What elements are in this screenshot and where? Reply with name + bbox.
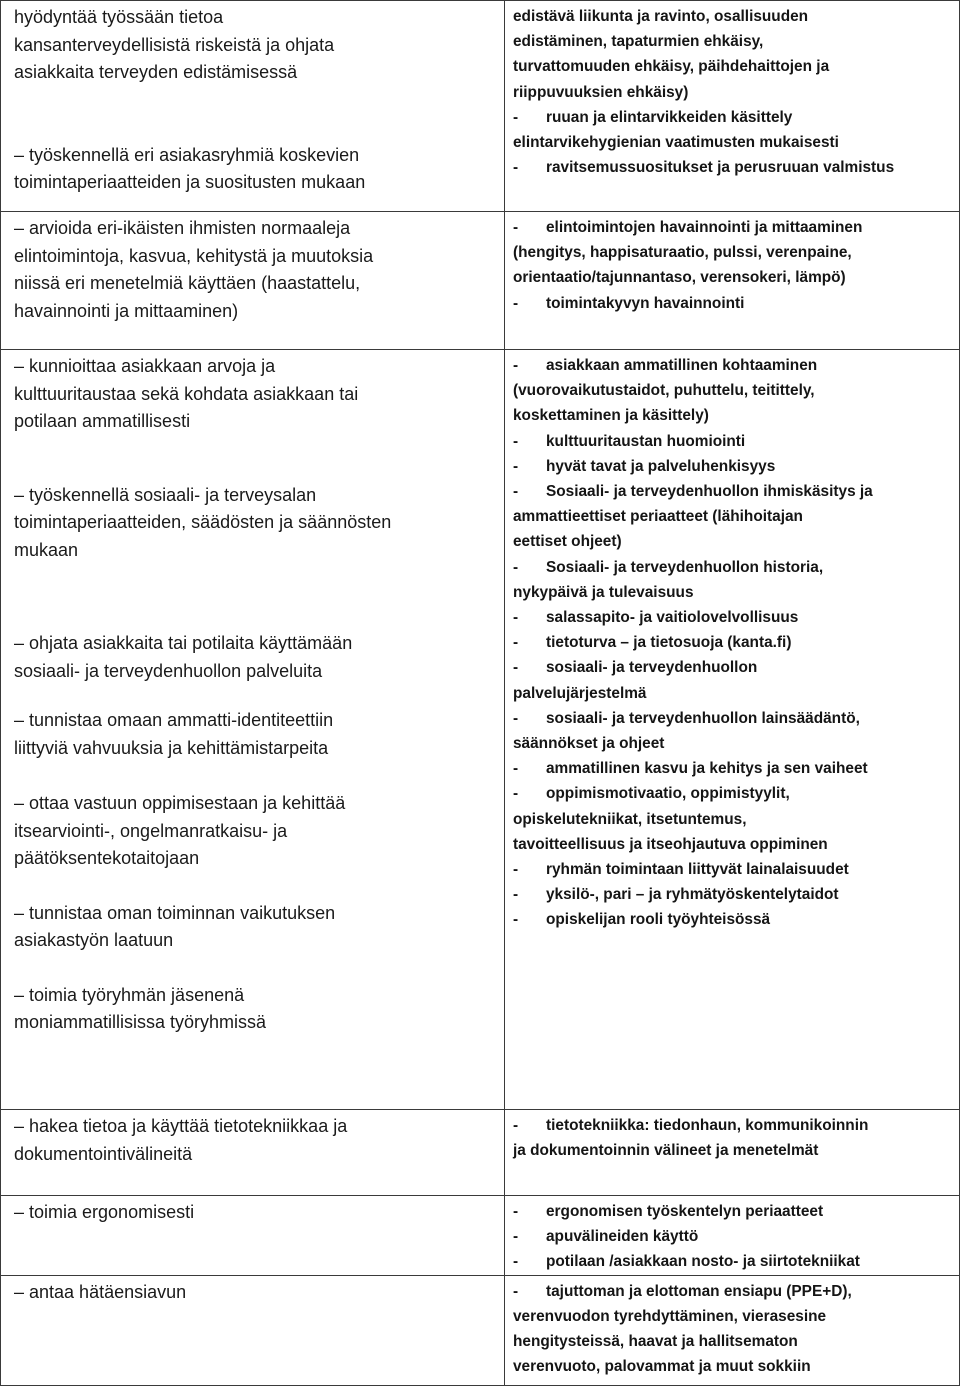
- bullet-item: - hyvät tavat ja palveluhenkisyys: [513, 457, 776, 475]
- right-line: orientaatio/tajunnantaso, verensokeri, lämpö): [513, 269, 846, 287]
- left-line: – ohjata asiakkaita tai potilaita käyttämään: [14, 633, 353, 653]
- right-line: hengitysteissä, haavat ja hallitsematon: [513, 1333, 798, 1351]
- left-line: – ottaa vastuun oppimisestaan ja kehittää: [14, 793, 346, 813]
- spacer: [14, 87, 498, 142]
- bullet-item: - ravitsemussuositukset ja perusruuan valmistus: [513, 159, 895, 177]
- left-line: – toimia ergonomisesti: [14, 1202, 195, 1222]
- bullet-item: - oppimismotivaatio, oppimistyylit,: [513, 785, 790, 803]
- right-line: (hengitys, happisaturaatio, pulssi, verenpaine,: [513, 244, 852, 262]
- right-line: turvattomuuden ehkäisy, päihdehaittojen ja: [513, 58, 830, 76]
- bullet-item: - salassapito- ja vaitiolovelvollisuus: [513, 609, 799, 627]
- bullet-item: - ryhmän toimintaan liittyvät lainalaisuudet: [513, 861, 849, 879]
- bullet-item: - Sosiaali- ja terveydenhuollon ihmiskäsitys ja: [513, 483, 873, 501]
- bullet-item: - tietoturva – ja tietosuoja (kanta.fi): [513, 634, 792, 652]
- spacer: [14, 955, 498, 982]
- right-line: eettiset ohjeet): [513, 533, 622, 551]
- right-line: nykypäivä ja tulevaisuus: [513, 583, 694, 601]
- left-line: elintoimintoja, kasvua, kehitystä ja muutoksia: [14, 245, 374, 266]
- right-line: edistäminen, tapaturmien ehkäisy,: [513, 33, 764, 51]
- bullet-item: - tajuttoman ja elottoman ensiapu (PPE+D),: [513, 1282, 852, 1300]
- left-line: dokumentointivälineitä: [14, 1143, 193, 1164]
- left-line: toimintaperiaatteiden ja suositusten mukaan: [14, 172, 366, 192]
- bullet-item: - opiskelijan rooli työyhteisössä: [513, 911, 771, 929]
- table-row: [1, 1196, 960, 1276]
- left-line: kulttuuritaustaa sekä kohdata asiakkaan tai: [14, 383, 359, 404]
- right-line: palvelujärjestelmä: [513, 684, 647, 702]
- right-cell: [505, 350, 960, 1110]
- right-line: tavoitteellisuus ja itseohjautuva oppiminen: [513, 835, 828, 853]
- left-line: – tunnistaa oman toiminnan vaikutuksen: [14, 902, 336, 923]
- bullet-item: - ergonomisen työskentelyn periaatteet: [513, 1203, 824, 1220]
- bullet-item: - sosiaali- ja terveydenhuollon: [513, 659, 758, 677]
- bullet-item: - toimintakyvyn havainnointi: [513, 294, 745, 312]
- table-row: [1, 1275, 960, 1385]
- left-line: potilaan ammatillisesti: [14, 411, 191, 431]
- spacer: [14, 762, 498, 790]
- left-line: itsearviointi-, ongelmanratkaisu- ja: [14, 820, 288, 841]
- left-line: – työskennellä sosiaali- ja terveysalan: [14, 484, 317, 505]
- left-line: asiakastyön laatuun: [14, 930, 174, 950]
- table-row: [1, 212, 960, 350]
- right-line: riippuvuuksien ehkäisy): [513, 83, 689, 101]
- bullet-item: - elintoimintojen havainnointi ja mittaaminen: [513, 219, 863, 236]
- left-line: niissä eri menetelmiä käyttäen (haastattelu,: [14, 273, 361, 293]
- bullet-item: - asiakkaan ammatillinen kohtaaminen: [513, 357, 818, 374]
- table-row: [1, 350, 960, 1110]
- right-line: opiskelutekniikat, itsetuntemus,: [513, 810, 747, 828]
- left-cell: [1, 350, 505, 1110]
- bullet-item: - Sosiaali- ja terveydenhuollon historia,: [513, 558, 824, 576]
- right-line: (vuorovaikutustaidot, puhuttelu, teitittely,: [513, 382, 815, 400]
- left-cell: [1, 1110, 505, 1196]
- left-line: hyödyntää työssään tietoa: [14, 7, 224, 27]
- right-line: elintarvikehygienian vaatimusten mukaisesti: [513, 134, 839, 152]
- right-cell: [505, 1110, 960, 1196]
- right-cell: [505, 212, 960, 350]
- right-line: edistävä liikunta ja ravinto, osallisuuden: [513, 8, 809, 25]
- right-line: koskettaminen ja käsittely): [513, 407, 709, 425]
- left-line: – arvioida eri-ikäisten ihmisten normaaleja: [14, 218, 351, 238]
- left-line: sosiaali- ja terveydenhuollon palveluita: [14, 660, 323, 681]
- left-line: liittyviä vahvuuksia ja kehittämistarpeita: [14, 737, 329, 758]
- left-line: kansanterveydellisistä riskeistä ja ohjata: [14, 34, 335, 55]
- left-line: mukaan: [14, 539, 79, 560]
- right-cell: [505, 1196, 960, 1276]
- left-line: – toimia työryhmän jäsenenä: [14, 984, 245, 1005]
- left-cell: [1, 212, 505, 350]
- spacer: [14, 685, 498, 707]
- right-line: verenvuodon tyrehdyttäminen, vierasesine: [513, 1307, 827, 1325]
- left-line: päätöksentekotaitojaan: [14, 848, 200, 868]
- table-row: [1, 1, 960, 212]
- left-line: – tunnistaa omaan ammatti-identiteettiin: [14, 710, 334, 730]
- right-cell: [505, 1275, 960, 1385]
- left-line: havainnointi ja mittaaminen): [14, 300, 239, 321]
- left-line: – työskennellä eri asiakasryhmiä koskevien: [14, 144, 360, 165]
- left-cell: [1, 1196, 505, 1276]
- right-line: verenvuoto, palovammat ja muut sokkiin: [513, 1358, 811, 1376]
- right-line: säännökset ja ohjeet: [513, 735, 665, 753]
- bullet-item: - potilaan /asiakkaan nosto- ja siirtotekniikat: [513, 1253, 860, 1271]
- left-line: – kunnioittaa asiakkaan arvoja ja: [14, 356, 276, 376]
- left-line: – antaa hätäensiavun: [14, 1281, 187, 1302]
- bullet-item: - yksilö-, pari – ja ryhmätyöskentelytaidot: [513, 886, 839, 904]
- bullet-item: - ammatillinen kasvu ja kehitys ja sen vaiheet: [513, 760, 868, 778]
- right-line: ja dokumentoinnin välineet ja menetelmät: [513, 1142, 819, 1160]
- bullet-item: - sosiaali- ja terveydenhuollon lainsäädäntö,: [513, 709, 860, 727]
- bullet-item: - ruuan ja elintarvikkeiden käsittely: [513, 108, 793, 126]
- bullet-item: - tietotekniikka: tiedonhaun, kommunikoinnin: [513, 1117, 869, 1134]
- spacer: [14, 564, 498, 630]
- left-line: asiakkaita terveyden edistämisessä: [14, 62, 298, 82]
- table-row: [1, 1110, 960, 1196]
- left-cell: [1, 1275, 505, 1385]
- right-line: ammattieettiset periaatteet (lähihoitajan: [513, 508, 803, 526]
- spacer: [14, 873, 498, 900]
- left-cell: [1, 1, 505, 212]
- bullet-item: - kulttuuritaustan huomiointi: [513, 432, 746, 450]
- right-cell: [505, 1, 960, 212]
- left-line: toimintaperiaatteiden, säädösten ja säännösten: [14, 512, 392, 532]
- left-line: moniammatillisissa työryhmissä: [14, 1012, 267, 1032]
- bullet-item: - apuvälineiden käyttö: [513, 1228, 699, 1246]
- spacer: [14, 436, 498, 482]
- left-line: – hakea tietoa ja käyttää tietotekniikkaa ja: [14, 1116, 348, 1136]
